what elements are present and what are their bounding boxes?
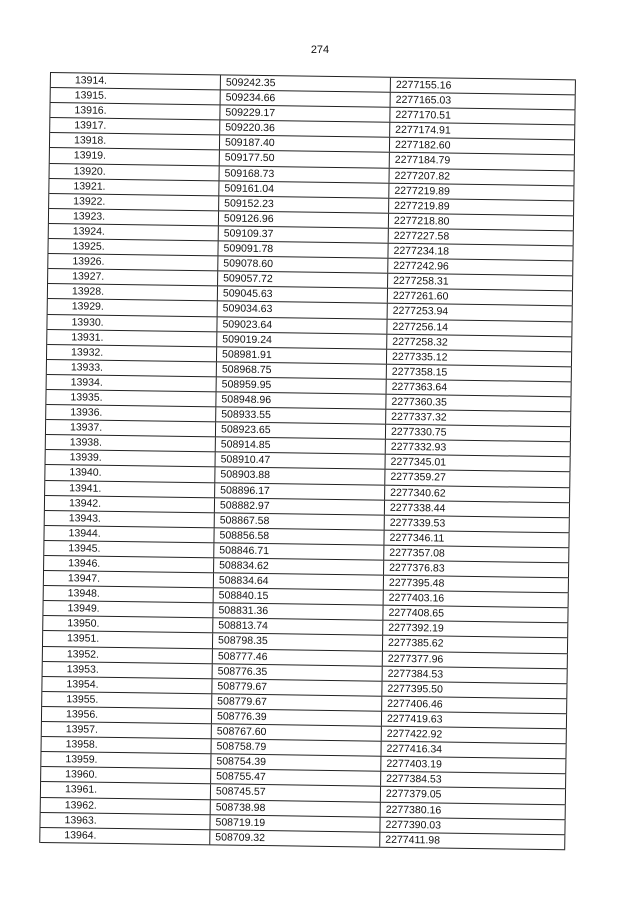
easting-cell: 509187.40 <box>220 136 390 152</box>
easting-cell: 508933.55 <box>216 407 386 423</box>
northing-cell: 2277358.15 <box>387 365 572 382</box>
easting-cell: 509019.24 <box>217 332 387 348</box>
easting-cell: 509229.17 <box>220 106 390 122</box>
point-number-cell: 13952. <box>43 647 213 663</box>
point-number-cell: 13958. <box>42 737 212 753</box>
northing-cell: 2277339.53 <box>385 515 570 532</box>
northing-cell: 2277376.83 <box>384 561 569 578</box>
point-number-cell: 13957. <box>42 722 212 738</box>
easting-cell: 508779.67 <box>212 694 382 710</box>
easting-cell: 509023.64 <box>217 317 387 333</box>
northing-cell: 2277335.12 <box>387 349 572 366</box>
northing-cell: 2277384.53 <box>381 772 566 789</box>
easting-cell: 508834.62 <box>214 558 384 574</box>
point-number-cell: 13928. <box>48 284 218 300</box>
easting-cell: 508755.47 <box>211 770 381 786</box>
northing-cell: 2277411.98 <box>380 832 565 849</box>
point-number-cell: 13922. <box>49 194 219 210</box>
point-number-cell: 13960. <box>41 767 211 783</box>
point-number-cell: 13916. <box>50 103 220 119</box>
northing-cell: 2277422.92 <box>382 727 567 744</box>
point-number-cell: 13919. <box>50 148 220 164</box>
northing-cell: 2277170.51 <box>390 108 575 125</box>
easting-cell: 508738.98 <box>211 800 381 816</box>
easting-cell: 508846.71 <box>214 543 384 559</box>
easting-cell: 508834.64 <box>214 573 384 589</box>
easting-cell: 508719.19 <box>210 815 380 831</box>
easting-cell: 508758.79 <box>211 739 381 755</box>
northing-cell: 2277332.93 <box>386 440 571 457</box>
point-number-cell: 13951. <box>43 631 213 647</box>
point-number-cell: 13948. <box>44 586 214 602</box>
easting-cell: 508914.85 <box>216 438 386 454</box>
northing-cell: 2277182.60 <box>390 138 575 155</box>
easting-cell: 509234.66 <box>221 90 391 106</box>
easting-cell: 509109.37 <box>219 226 389 242</box>
point-number-cell: 13955. <box>42 692 212 708</box>
point-number-cell: 13953. <box>43 662 213 678</box>
point-number-cell: 13918. <box>50 133 220 149</box>
northing-cell: 2277155.16 <box>391 78 576 95</box>
northing-cell: 2277390.03 <box>380 817 565 834</box>
point-number-cell: 13921. <box>49 179 219 195</box>
northing-cell: 2277174.91 <box>390 123 575 140</box>
easting-cell: 508910.47 <box>216 453 386 469</box>
easting-cell: 509078.60 <box>218 256 388 272</box>
easting-cell: 509034.63 <box>218 302 388 318</box>
northing-cell: 2277379.05 <box>381 787 566 804</box>
northing-cell: 2277377.96 <box>383 651 568 668</box>
point-number-cell: 13945. <box>44 541 214 557</box>
easting-cell: 509242.35 <box>221 75 391 91</box>
point-number-cell: 13925. <box>48 239 218 255</box>
point-number-cell: 13942. <box>45 496 215 512</box>
northing-cell: 2277395.48 <box>384 576 569 593</box>
northing-cell: 2277359.27 <box>385 470 570 487</box>
northing-cell: 2277165.03 <box>391 93 576 110</box>
northing-cell: 2277345.01 <box>385 455 570 472</box>
point-number-cell: 13930. <box>47 314 217 330</box>
northing-cell: 2277337.32 <box>386 410 571 427</box>
northing-cell: 2277403.16 <box>384 591 569 608</box>
northing-cell: 2277380.16 <box>381 802 566 819</box>
point-number-cell: 13954. <box>42 677 212 693</box>
point-number-cell: 13947. <box>44 571 214 587</box>
point-number-cell: 13946. <box>44 556 214 572</box>
northing-cell: 2277416.34 <box>381 742 566 759</box>
northing-cell: 2277242.96 <box>388 259 573 276</box>
northing-cell: 2277392.19 <box>383 621 568 638</box>
northing-cell: 2277219.89 <box>389 183 574 200</box>
northing-cell: 2277184.79 <box>390 153 575 170</box>
easting-cell: 508959.95 <box>217 377 387 393</box>
point-number-cell: 13961. <box>41 782 211 798</box>
northing-cell: 2277207.82 <box>389 168 574 185</box>
northing-cell: 2277338.44 <box>385 500 570 517</box>
easting-cell: 508923.65 <box>216 423 386 439</box>
northing-cell: 2277253.94 <box>388 304 573 321</box>
point-number-cell: 13932. <box>47 345 217 361</box>
northing-cell: 2277340.62 <box>385 485 570 502</box>
easting-cell: 508798.35 <box>213 634 383 650</box>
point-number-cell: 13915. <box>51 88 221 104</box>
easting-cell: 508777.46 <box>213 649 383 665</box>
easting-cell: 508896.17 <box>215 483 385 499</box>
easting-cell: 508981.91 <box>217 347 387 363</box>
point-number-cell: 13917. <box>50 118 220 134</box>
easting-cell: 509091.78 <box>218 241 388 257</box>
coordinate-table <box>39 72 576 850</box>
easting-cell: 508840.15 <box>214 589 384 605</box>
point-number-cell: 13963. <box>40 813 210 829</box>
point-number-cell: 13964. <box>40 828 210 844</box>
northing-cell: 2277403.19 <box>381 757 566 774</box>
point-number-cell: 13926. <box>48 254 218 270</box>
point-number-cell: 13949. <box>43 601 213 617</box>
northing-cell: 2277408.65 <box>383 606 568 623</box>
point-number-cell: 13943. <box>45 511 215 527</box>
point-number-cell: 13936. <box>46 405 216 421</box>
easting-cell: 509126.96 <box>219 211 389 227</box>
point-number-cell: 13934. <box>47 375 217 391</box>
point-number-cell: 13931. <box>47 330 217 346</box>
northing-cell: 2277258.31 <box>388 274 573 291</box>
northing-cell: 2277419.63 <box>382 712 567 729</box>
northing-cell: 2277360.35 <box>386 395 571 412</box>
point-number-cell: 13927. <box>48 269 218 285</box>
northing-cell: 2277395.50 <box>382 681 567 698</box>
easting-cell: 508948.96 <box>216 392 386 408</box>
easting-cell: 508745.57 <box>211 785 381 801</box>
point-number-cell: 13933. <box>47 360 217 376</box>
northing-cell: 2277357.08 <box>384 546 569 563</box>
northing-cell: 2277256.14 <box>387 319 572 336</box>
point-number-cell: 13914. <box>51 73 221 89</box>
point-number-cell: 13940. <box>45 465 215 481</box>
northing-cell: 2277346.11 <box>384 531 569 548</box>
northing-cell: 2277363.64 <box>387 380 572 397</box>
easting-cell: 509161.04 <box>219 181 389 197</box>
easting-cell: 509177.50 <box>220 151 390 167</box>
easting-cell: 509045.63 <box>218 287 388 303</box>
point-number-cell: 13944. <box>44 526 214 542</box>
point-number-cell: 13950. <box>43 616 213 632</box>
easting-cell: 508856.58 <box>214 528 384 544</box>
northing-cell: 2277258.32 <box>387 334 572 351</box>
easting-cell: 508831.36 <box>213 604 383 620</box>
easting-cell: 508776.35 <box>213 664 383 680</box>
easting-cell: 508709.32 <box>210 830 380 846</box>
northing-cell: 2277406.46 <box>382 697 567 714</box>
point-number-cell: 13956. <box>42 707 212 723</box>
easting-cell: 508867.58 <box>215 513 385 529</box>
easting-cell: 508754.39 <box>211 755 381 771</box>
point-number-cell: 13920. <box>50 164 220 180</box>
northing-cell: 2277234.18 <box>388 244 573 261</box>
point-number-cell: 13959. <box>41 752 211 768</box>
northing-cell: 2277227.58 <box>389 229 574 246</box>
point-number-cell: 13962. <box>41 797 211 813</box>
point-number-cell: 13929. <box>48 299 218 315</box>
point-number-cell: 13941. <box>45 481 215 497</box>
point-number-cell: 13938. <box>46 435 216 451</box>
easting-cell: 508779.67 <box>212 679 382 695</box>
easting-cell: 508968.75 <box>217 362 387 378</box>
easting-cell: 508776.39 <box>212 709 382 725</box>
northing-cell: 2277219.89 <box>389 198 574 215</box>
point-number-cell: 13935. <box>46 390 216 406</box>
northing-cell: 2277218.80 <box>389 214 574 231</box>
point-number-cell: 13937. <box>46 420 216 436</box>
easting-cell: 508767.60 <box>212 724 382 740</box>
easting-cell: 509057.72 <box>218 272 388 288</box>
point-number-cell: 13924. <box>49 224 219 240</box>
page-number: 274 <box>310 44 330 56</box>
point-number-cell: 13923. <box>49 209 219 225</box>
northing-cell: 2277330.75 <box>386 425 571 442</box>
easting-cell: 508813.74 <box>213 619 383 635</box>
easting-cell: 508882.97 <box>215 498 385 514</box>
northing-cell: 2277384.53 <box>383 666 568 683</box>
easting-cell: 508903.88 <box>215 468 385 484</box>
northing-cell: 2277385.62 <box>383 636 568 653</box>
easting-cell: 509220.36 <box>220 121 390 137</box>
easting-cell: 509152.23 <box>219 196 389 212</box>
point-number-cell: 13939. <box>46 450 216 466</box>
northing-cell: 2277261.60 <box>388 289 573 306</box>
easting-cell: 509168.73 <box>220 166 390 182</box>
